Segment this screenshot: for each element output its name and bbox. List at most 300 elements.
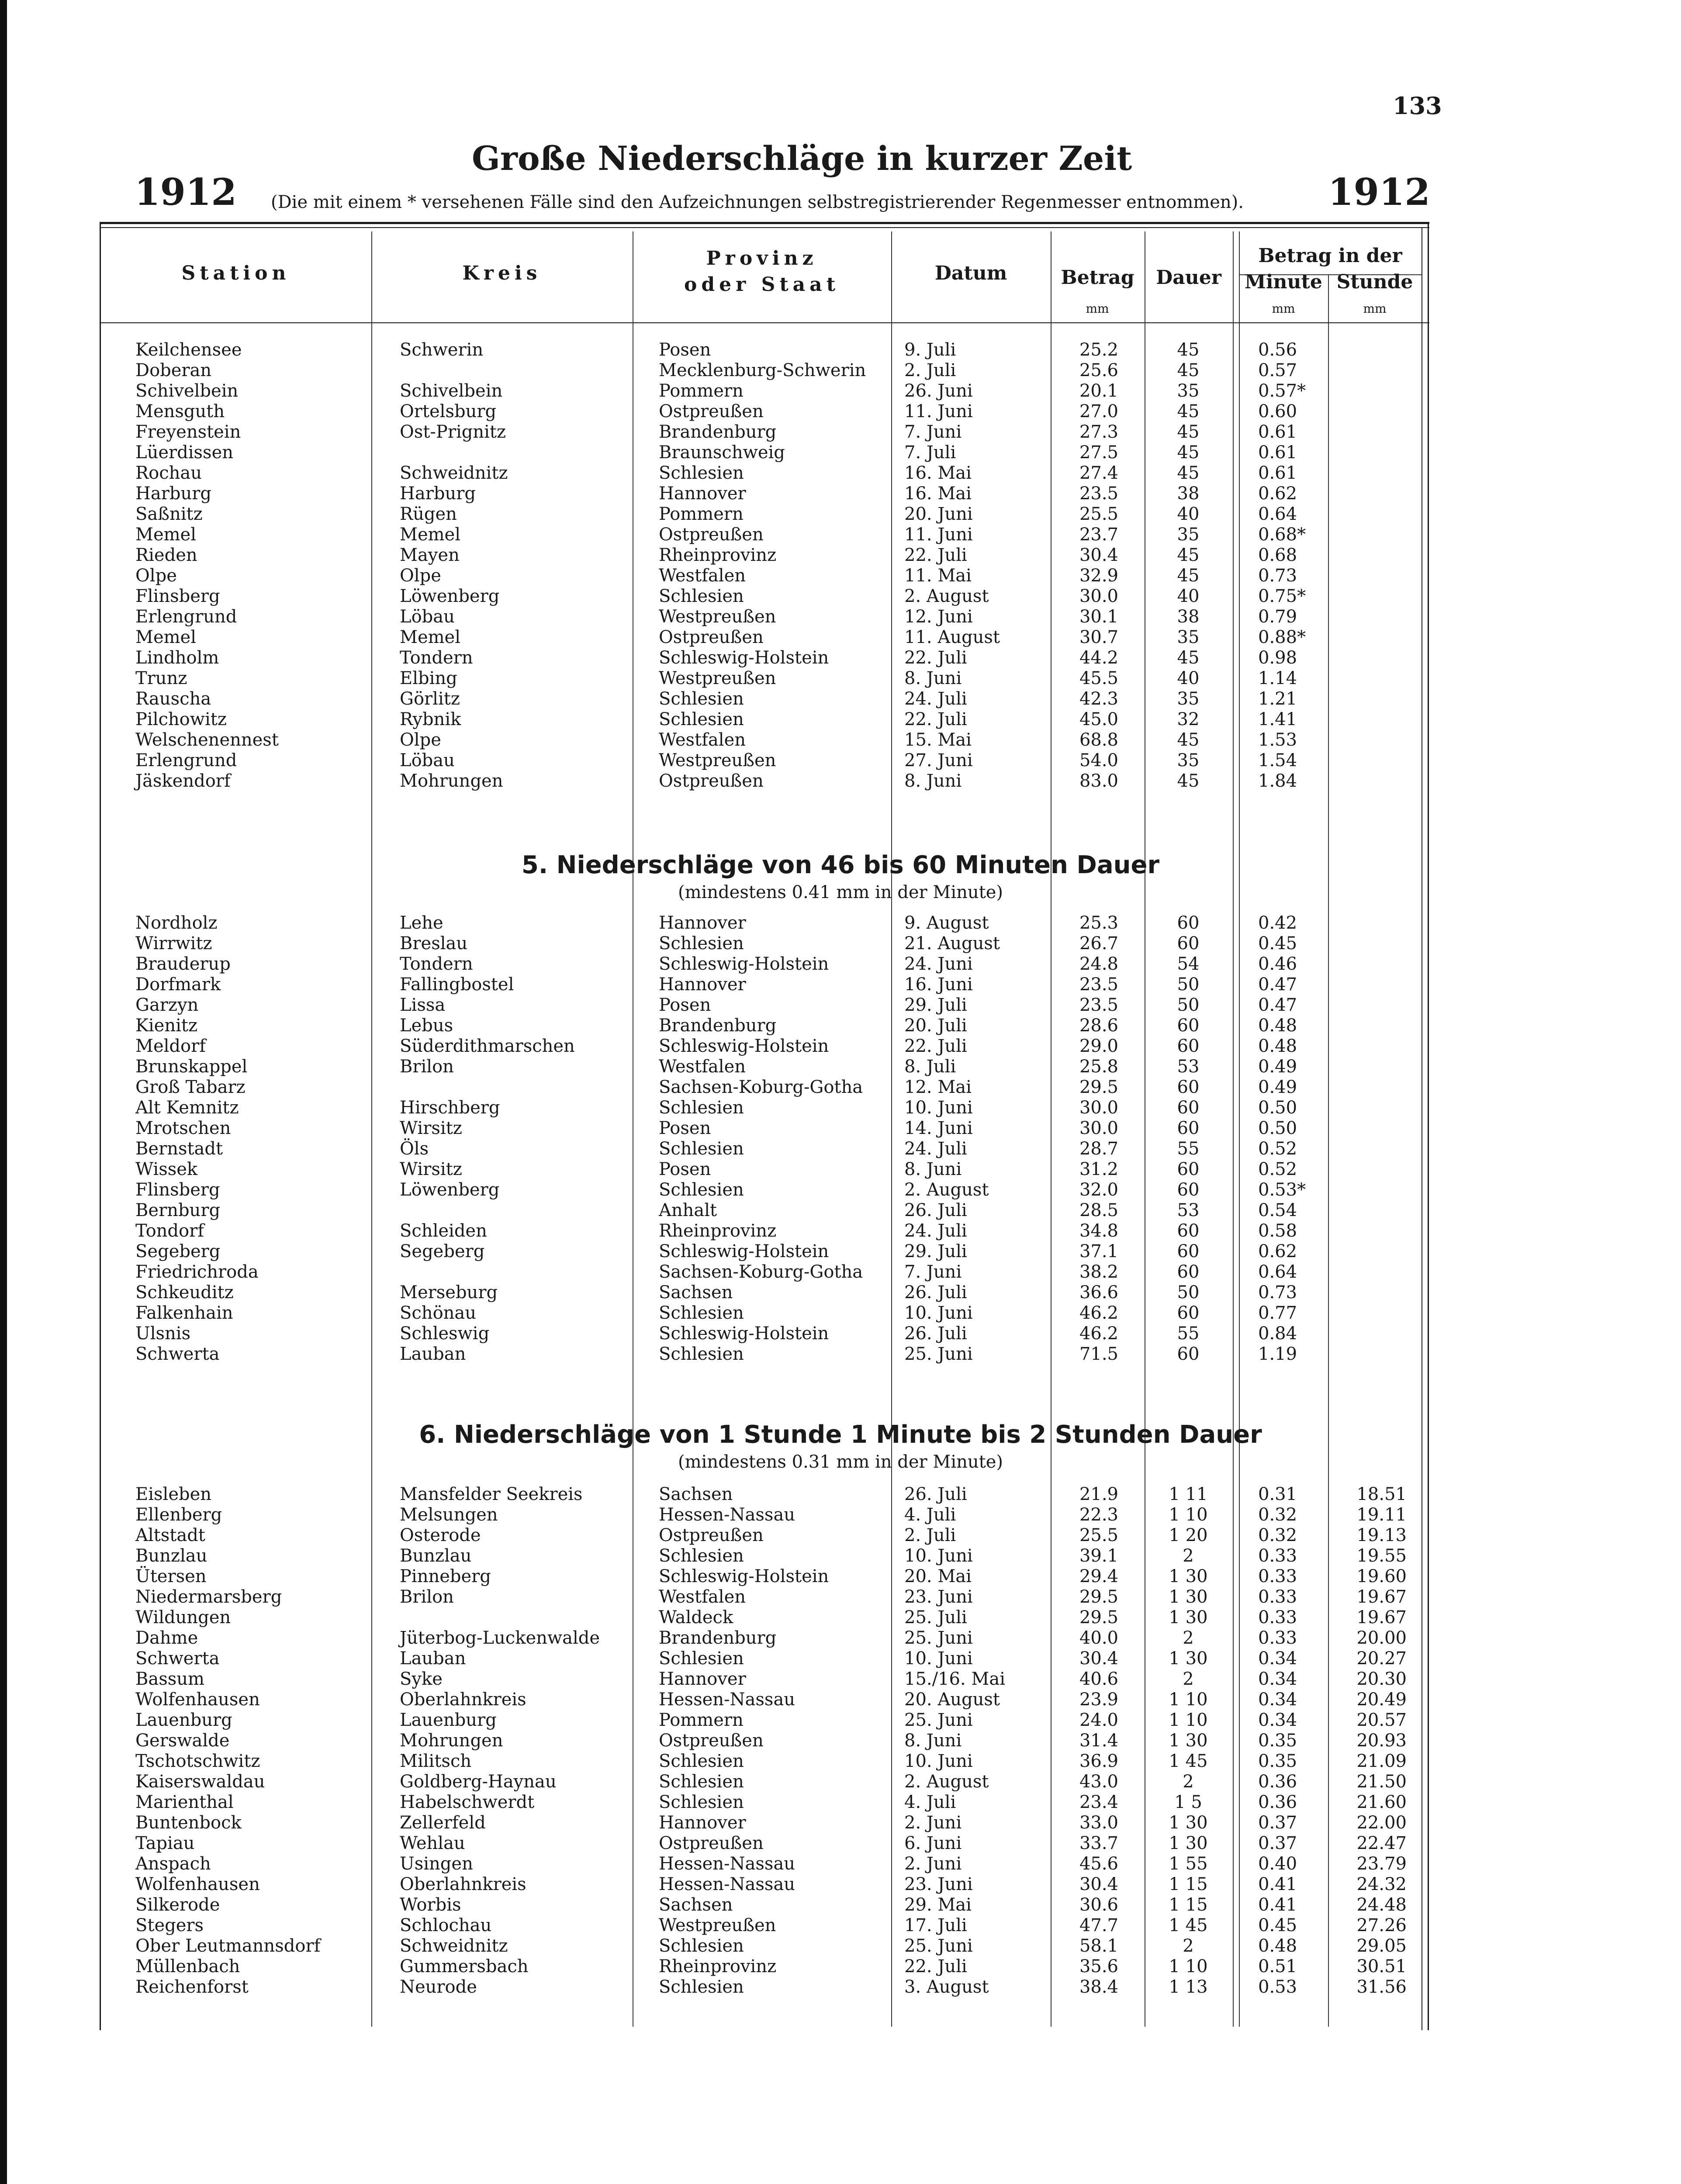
datum-cell: 24. Juli — [904, 1139, 967, 1159]
provinz-cell: Schlesien — [659, 1098, 744, 1118]
station-cell: Wirrwitz — [135, 933, 212, 954]
kreis-cell: Schlochau — [400, 1915, 492, 1935]
kreis-cell: Schweidnitz — [400, 1936, 508, 1956]
stunde-cell: 20.00 — [1356, 1628, 1407, 1648]
provinz-cell: Posen — [659, 1118, 711, 1138]
kreis-cell: Worbis — [400, 1895, 461, 1915]
provinz-cell: Westpreußen — [659, 607, 776, 627]
datum-cell: 7. Juni — [904, 422, 962, 442]
provinz-cell: Schlesien — [659, 1751, 744, 1771]
betrag-cell: 38.2 — [1079, 1262, 1118, 1282]
table-row — [0, 689, 1681, 709]
dauer-cell: 45 — [1177, 545, 1200, 565]
table-row — [0, 1977, 1681, 1997]
stunde-cell: 27.26 — [1356, 1915, 1407, 1935]
station-cell: Memel — [135, 627, 197, 647]
minute-cell: 0.41 — [1258, 1895, 1297, 1915]
provinz-cell: Ostpreußen — [659, 1731, 764, 1751]
betrag-cell: 71.5 — [1079, 1344, 1118, 1364]
station-cell: Anspach — [135, 1854, 211, 1874]
provinz-cell: Pommern — [659, 381, 744, 401]
minute-cell: 1.53 — [1258, 730, 1297, 750]
kreis-cell: Breslau — [400, 933, 468, 954]
betrag-cell: 23.5 — [1079, 995, 1118, 1015]
betrag-cell: 25.6 — [1079, 360, 1118, 380]
station-cell: Niedermarsberg — [135, 1587, 282, 1607]
section-5-subtitle: (mindestens 0.41 mm in der Minute) — [678, 882, 1003, 902]
dauer-cell: 2 — [1183, 1669, 1194, 1689]
table-row — [0, 1772, 1681, 1792]
betrag-cell: 33.0 — [1079, 1813, 1118, 1833]
dauer-cell: 2 — [1183, 1628, 1194, 1648]
betrag-cell: 24.0 — [1079, 1710, 1118, 1730]
stunde-cell: 22.47 — [1356, 1833, 1407, 1853]
betrag-cell: 31.4 — [1079, 1731, 1118, 1751]
year-left: 1912 — [135, 170, 237, 214]
station-cell: Tschotschwitz — [135, 1751, 260, 1771]
minute-cell: 0.61 — [1258, 463, 1297, 483]
betrag-cell: 43.0 — [1079, 1772, 1118, 1792]
datum-cell: 10. Juni — [904, 1751, 973, 1771]
table-row — [0, 954, 1681, 975]
betrag-cell: 21.9 — [1079, 1484, 1118, 1504]
betrag-cell: 22.3 — [1079, 1505, 1118, 1525]
dauer-cell: 60 — [1177, 1262, 1200, 1282]
datum-cell: 8. Juni — [904, 668, 962, 688]
kreis-cell: Wirsitz — [400, 1159, 462, 1179]
kreis-cell: Schwerin — [400, 340, 484, 360]
kreis-cell: Görlitz — [400, 689, 460, 709]
minute-cell: 0.35 — [1258, 1731, 1297, 1751]
betrag-cell: 40.0 — [1079, 1628, 1118, 1648]
table-row — [0, 1813, 1681, 1833]
minute-cell: 1.14 — [1258, 668, 1297, 688]
header-dauer: Dauer — [1156, 266, 1221, 289]
kreis-cell: Schivelbein — [400, 381, 503, 401]
table-row — [0, 1180, 1681, 1200]
betrag-cell: 45.0 — [1079, 709, 1118, 729]
stunde-cell: 19.11 — [1356, 1505, 1407, 1525]
table-row — [0, 525, 1681, 545]
betrag-cell: 25.2 — [1079, 340, 1118, 360]
kreis-cell: Mansfelder Seekreis — [400, 1484, 583, 1504]
betrag-cell: 35.6 — [1079, 1956, 1118, 1977]
betrag-cell: 27.3 — [1079, 422, 1118, 442]
dauer-cell: 1 30 — [1169, 1587, 1208, 1607]
dauer-cell: 1 10 — [1169, 1956, 1208, 1977]
dauer-cell: 60 — [1177, 1036, 1200, 1056]
kreis-cell: Rügen — [400, 504, 457, 524]
betrag-cell: 58.1 — [1079, 1936, 1118, 1956]
stunde-cell: 20.27 — [1356, 1648, 1407, 1669]
datum-cell: 2. Juli — [904, 360, 956, 380]
minute-cell: 0.50 — [1258, 1098, 1297, 1118]
kreis-cell: Pinneberg — [400, 1566, 491, 1586]
station-cell: Stegers — [135, 1915, 204, 1935]
provinz-cell: Rheinprovinz — [659, 1956, 777, 1977]
station-cell: Mrotschen — [135, 1118, 231, 1138]
kreis-cell: Mohrungen — [400, 771, 503, 791]
kreis-cell: Lauban — [400, 1344, 466, 1364]
station-cell: Lüerdissen — [135, 442, 234, 463]
dauer-cell: 35 — [1177, 750, 1200, 771]
stunde-cell: 19.13 — [1356, 1525, 1407, 1545]
kreis-cell: Mohrungen — [400, 1731, 503, 1751]
datum-cell: 9. Juli — [904, 340, 956, 360]
provinz-cell: Hessen-Nassau — [659, 1505, 796, 1525]
provinz-cell: Schlesien — [659, 586, 744, 606]
datum-cell: 11. August — [904, 627, 1000, 647]
kreis-cell: Löwenberg — [400, 1180, 500, 1200]
datum-cell: 8. Juli — [904, 1057, 956, 1077]
table-row — [0, 1669, 1681, 1690]
provinz-cell: Braunschweig — [659, 442, 785, 463]
kreis-cell: Olpe — [400, 566, 441, 586]
table-row — [0, 1036, 1681, 1057]
dauer-cell: 1 10 — [1169, 1505, 1208, 1525]
dauer-cell: 50 — [1177, 995, 1200, 1015]
table-row — [0, 1936, 1681, 1956]
provinz-cell: Schlesien — [659, 1936, 744, 1956]
table-row — [0, 442, 1681, 463]
kreis-cell: Lehe — [400, 913, 443, 933]
dauer-cell: 60 — [1177, 933, 1200, 954]
provinz-cell: Westpreußen — [659, 1915, 776, 1935]
provinz-cell: Ostpreußen — [659, 401, 764, 422]
betrag-cell: 36.9 — [1079, 1751, 1118, 1771]
datum-cell: 22. Juli — [904, 545, 967, 565]
dauer-cell: 60 — [1177, 1159, 1200, 1179]
datum-cell: 9. August — [904, 913, 989, 933]
betrag-cell: 29.4 — [1079, 1566, 1118, 1586]
provinz-cell: Westfalen — [659, 1057, 746, 1077]
minute-cell: 0.33 — [1258, 1566, 1297, 1586]
provinz-cell: Posen — [659, 340, 711, 360]
dauer-cell: 60 — [1177, 913, 1200, 933]
datum-cell: 25. Juli — [904, 1607, 967, 1628]
kreis-cell: Memel — [400, 627, 461, 647]
betrag-cell: 32.9 — [1079, 566, 1118, 586]
datum-cell: 3. August — [904, 1977, 989, 1997]
kreis-cell: Schleiden — [400, 1221, 487, 1241]
betrag-cell: 46.2 — [1079, 1303, 1118, 1323]
dauer-cell: 35 — [1177, 627, 1200, 647]
betrag-cell: 36.6 — [1079, 1282, 1118, 1303]
betrag-cell: 34.8 — [1079, 1221, 1118, 1241]
datum-cell: 20. August — [904, 1690, 1000, 1710]
station-cell: Ulsnis — [135, 1324, 191, 1344]
minute-cell: 0.54 — [1258, 1200, 1297, 1220]
dauer-cell: 60 — [1177, 1016, 1200, 1036]
betrag-cell: 27.4 — [1079, 463, 1118, 483]
datum-cell: 20. Juli — [904, 1016, 967, 1036]
datum-cell: 8. Juni — [904, 771, 962, 791]
betrag-cell: 83.0 — [1079, 771, 1118, 791]
dauer-cell: 50 — [1177, 1282, 1200, 1303]
datum-cell: 12. Juni — [904, 607, 973, 627]
stunde-cell: 20.30 — [1356, 1669, 1407, 1689]
dauer-cell: 1 45 — [1169, 1751, 1208, 1771]
dauer-cell: 60 — [1177, 1180, 1200, 1200]
datum-cell: 22. Juli — [904, 648, 967, 668]
kreis-cell: Wirsitz — [400, 1118, 462, 1138]
station-cell: Buntenbock — [135, 1813, 242, 1833]
station-cell: Ellenberg — [135, 1505, 222, 1525]
provinz-cell: Schleswig-Holstein — [659, 1241, 829, 1261]
kreis-cell: Hirschberg — [400, 1098, 500, 1118]
dauer-cell: 60 — [1177, 1077, 1200, 1097]
minute-cell: 0.41 — [1258, 1874, 1297, 1894]
provinz-cell: Schlesien — [659, 1180, 744, 1200]
betrag-cell: 23.7 — [1079, 525, 1118, 545]
year-right: 1912 — [1328, 170, 1430, 214]
betrag-cell: 47.7 — [1079, 1915, 1118, 1935]
kreis-cell: Gummersbach — [400, 1956, 529, 1977]
minute-cell: 0.62 — [1258, 484, 1297, 504]
minute-cell: 0.35 — [1258, 1751, 1297, 1771]
minute-cell: 0.49 — [1258, 1077, 1297, 1097]
station-cell: Reichenforst — [135, 1977, 249, 1997]
minute-cell: 0.36 — [1258, 1792, 1297, 1812]
stunde-cell: 19.60 — [1356, 1566, 1407, 1586]
betrag-cell: 23.5 — [1079, 484, 1118, 504]
dauer-cell: 45 — [1177, 463, 1200, 483]
provinz-cell: Schleswig-Holstein — [659, 1566, 829, 1586]
kreis-cell: Wehlau — [400, 1833, 465, 1853]
station-cell: Tondorf — [135, 1221, 204, 1241]
dauer-cell: 1 15 — [1169, 1895, 1208, 1915]
datum-cell: 22. Juli — [904, 1956, 967, 1977]
provinz-cell: Waldeck — [659, 1607, 733, 1628]
minute-cell: 0.32 — [1258, 1505, 1297, 1525]
table-row — [0, 1241, 1681, 1262]
dauer-cell: 1 10 — [1169, 1690, 1208, 1710]
station-cell: Silkerode — [135, 1895, 220, 1915]
dauer-cell: 1 20 — [1169, 1525, 1208, 1545]
kreis-cell: Melsungen — [400, 1505, 498, 1525]
datum-cell: 22. Juli — [904, 709, 967, 729]
provinz-cell: Schlesien — [659, 709, 744, 729]
datum-cell: 27. Juni — [904, 750, 973, 771]
provinz-cell: Schlesien — [659, 1139, 744, 1159]
minute-cell: 0.77 — [1258, 1303, 1297, 1323]
minute-cell: 0.32 — [1258, 1525, 1297, 1545]
datum-cell: 25. Juni — [904, 1710, 973, 1730]
kreis-cell: Ortelsburg — [400, 401, 497, 422]
provinz-cell: Schlesien — [659, 1772, 744, 1792]
table-row — [0, 627, 1681, 648]
betrag-cell: 28.7 — [1079, 1139, 1118, 1159]
provinz-cell: Posen — [659, 995, 711, 1015]
provinz-cell: Hannover — [659, 975, 746, 995]
kreis-cell: Mayen — [400, 545, 460, 565]
kreis-cell: Ost-Prignitz — [400, 422, 506, 442]
dauer-cell: 45 — [1177, 360, 1200, 380]
kreis-cell: Tondern — [400, 954, 473, 974]
minute-cell: 0.98 — [1258, 648, 1297, 668]
provinz-cell: Rheinprovinz — [659, 545, 777, 565]
kreis-cell: Schweidnitz — [400, 463, 508, 483]
station-cell: Keilchensee — [135, 340, 242, 360]
datum-cell: 2. August — [904, 586, 989, 606]
station-cell: Rieden — [135, 545, 197, 565]
betrag-cell: 40.6 — [1079, 1669, 1118, 1689]
station-cell: Segeberg — [135, 1241, 221, 1261]
station-cell: Alt Kemnitz — [135, 1098, 239, 1118]
kreis-cell: Goldberg-Haynau — [400, 1772, 557, 1792]
kreis-cell: Olpe — [400, 730, 441, 750]
section-6-subtitle: (mindestens 0.31 mm in der Minute) — [678, 1452, 1003, 1472]
provinz-cell: Schlesien — [659, 463, 744, 483]
table-row — [0, 1282, 1681, 1303]
table-row — [0, 1303, 1681, 1324]
station-cell: Groß Tabarz — [135, 1077, 246, 1097]
dauer-cell: 35 — [1177, 381, 1200, 401]
station-cell: Schkeuditz — [135, 1282, 234, 1303]
provinz-cell: Brandenburg — [659, 1628, 777, 1648]
datum-cell: 24. Juli — [904, 689, 967, 709]
minute-cell: 0.61 — [1258, 422, 1297, 442]
betrag-cell: 42.3 — [1079, 689, 1118, 709]
dauer-cell: 1 30 — [1169, 1833, 1208, 1853]
dauer-cell: 45 — [1177, 566, 1200, 586]
station-cell: Marienthal — [135, 1792, 234, 1812]
minute-cell: 0.61 — [1258, 442, 1297, 463]
provinz-cell: Pommern — [659, 1710, 744, 1730]
betrag-cell: 33.7 — [1079, 1833, 1118, 1853]
station-cell: Wissek — [135, 1159, 198, 1179]
provinz-cell: Sachsen-Koburg-Gotha — [659, 1077, 863, 1097]
minute-cell: 0.49 — [1258, 1057, 1297, 1077]
table-row — [0, 1505, 1681, 1525]
minute-cell: 0.60 — [1258, 401, 1297, 422]
table-top-rule — [100, 222, 1429, 224]
unit-stunde: mm — [1363, 301, 1387, 316]
table-row — [0, 1566, 1681, 1587]
provinz-cell: Brandenburg — [659, 422, 777, 442]
provinz-cell: Westfalen — [659, 1587, 746, 1607]
datum-cell: 10. Juni — [904, 1303, 973, 1323]
table-row — [0, 1077, 1681, 1098]
kreis-cell: Löbau — [400, 750, 455, 771]
stunde-cell: 21.50 — [1356, 1772, 1407, 1792]
station-cell: Kaiserswaldau — [135, 1772, 265, 1792]
table-top-rule-inner — [100, 227, 1429, 228]
betrag-cell: 25.5 — [1079, 504, 1118, 524]
dauer-cell: 1 30 — [1169, 1813, 1208, 1833]
betrag-cell: 39.1 — [1079, 1546, 1118, 1566]
minute-cell: 0.33 — [1258, 1628, 1297, 1648]
betrag-cell: 25.8 — [1079, 1057, 1118, 1077]
minute-cell: 0.45 — [1258, 933, 1297, 954]
kreis-cell: Schönau — [400, 1303, 477, 1323]
minute-cell: 1.41 — [1258, 709, 1297, 729]
station-cell: Falkenhain — [135, 1303, 233, 1323]
kreis-cell: Bunzlau — [400, 1546, 472, 1566]
stunde-cell: 20.57 — [1356, 1710, 1407, 1730]
provinz-cell: Sachsen — [659, 1484, 733, 1504]
provinz-cell: Hannover — [659, 913, 746, 933]
stunde-cell: 20.93 — [1356, 1731, 1407, 1751]
kreis-cell: Süderdithmarschen — [400, 1036, 575, 1056]
datum-cell: 4. Juli — [904, 1505, 956, 1525]
table-row — [0, 607, 1681, 627]
table-row — [0, 360, 1681, 381]
minute-cell: 0.79 — [1258, 607, 1297, 627]
dauer-cell: 60 — [1177, 1241, 1200, 1261]
stunde-cell: 20.49 — [1356, 1690, 1407, 1710]
station-cell: Nordholz — [135, 913, 218, 933]
provinz-cell: Hannover — [659, 484, 746, 504]
section-5-title: 5. Niederschläge von 46 bis 60 Minuten Dauer — [521, 851, 1160, 879]
station-cell: Dahme — [135, 1628, 198, 1648]
minute-cell: 0.52 — [1258, 1139, 1297, 1159]
table-row — [0, 1792, 1681, 1813]
station-cell: Bassum — [135, 1669, 204, 1689]
provinz-cell: Sachsen — [659, 1895, 733, 1915]
header-stunde: Stunde — [1336, 271, 1413, 293]
kreis-cell: Lissa — [400, 995, 446, 1015]
betrag-cell: 30.4 — [1079, 1874, 1118, 1894]
kreis-cell: Rybnik — [400, 709, 461, 729]
station-cell: Doberan — [135, 360, 212, 380]
betrag-cell: 25.3 — [1079, 913, 1118, 933]
betrag-cell: 32.0 — [1079, 1180, 1118, 1200]
datum-cell: 24. Juli — [904, 1221, 967, 1241]
dauer-cell: 1 13 — [1169, 1977, 1208, 1997]
provinz-cell: Posen — [659, 1159, 711, 1179]
kreis-cell: Brilon — [400, 1587, 454, 1607]
datum-cell: 20. Mai — [904, 1566, 972, 1586]
unit-minute: mm — [1272, 301, 1295, 316]
kreis-cell: Lauenburg — [400, 1710, 497, 1730]
datum-cell: 10. Juni — [904, 1546, 973, 1566]
provinz-cell: Pommern — [659, 504, 744, 524]
dauer-cell: 1 11 — [1169, 1484, 1208, 1504]
datum-cell: 11. Juni — [904, 525, 973, 545]
provinz-cell: Westfalen — [659, 566, 746, 586]
stunde-cell: 22.00 — [1356, 1813, 1407, 1833]
table-row — [0, 1324, 1681, 1344]
table-row — [0, 1648, 1681, 1669]
header-provinz: Provinz — [706, 247, 818, 270]
station-cell: Memel — [135, 525, 197, 545]
dauer-cell: 38 — [1177, 484, 1200, 504]
station-cell: Schivelbein — [135, 381, 239, 401]
minute-cell: 0.53 — [1258, 1977, 1297, 1997]
dauer-cell: 2 — [1183, 1936, 1194, 1956]
table-row — [0, 1262, 1681, 1282]
minute-cell: 0.37 — [1258, 1833, 1297, 1853]
provinz-cell: Schlesien — [659, 1546, 744, 1566]
minute-cell: 0.33 — [1258, 1546, 1297, 1566]
provinz-cell: Westpreußen — [659, 668, 776, 688]
dauer-cell: 1 30 — [1169, 1648, 1208, 1669]
station-cell: Lindholm — [135, 648, 219, 668]
provinz-cell: Schlesien — [659, 1648, 744, 1669]
table-row — [0, 1016, 1681, 1036]
kreis-cell: Löbau — [400, 607, 455, 627]
dauer-cell: 38 — [1177, 607, 1200, 627]
provinz-cell: Schleswig-Holstein — [659, 1036, 829, 1056]
datum-cell: 22. Juli — [904, 1036, 967, 1056]
table-row — [0, 484, 1681, 504]
station-cell: Ober Leutmannsdorf — [135, 1936, 321, 1956]
unit-betrag: mm — [1086, 301, 1109, 316]
stunde-cell: 29.05 — [1356, 1936, 1407, 1956]
datum-cell: 15. Mai — [904, 730, 972, 750]
provinz-cell: Sachsen-Koburg-Gotha — [659, 1262, 863, 1282]
